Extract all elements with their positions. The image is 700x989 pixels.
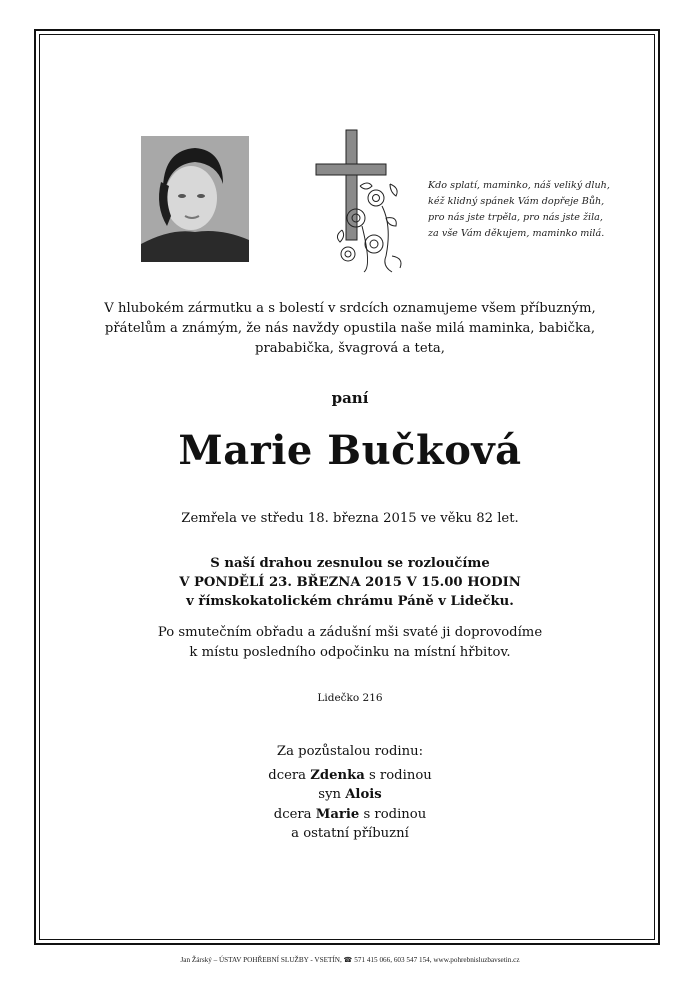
ceremony-line: v římskokatolickém chrámu Páně v Lidečku.: [186, 594, 514, 609]
member-relation: dcera: [268, 767, 311, 783]
address: Lidečko 216: [317, 692, 383, 704]
burial-line: Po smutečním obřadu a zádušní mši svaté ji doprovodíme: [157, 625, 543, 640]
intro-line: přátelům a známým, že nás navždy opustila naše milá maminka, babička,: [104, 321, 596, 336]
member-name: Zdenka: [310, 767, 365, 783]
member-name: Alois: [345, 787, 382, 802]
ceremony-info: [0, 554, 700, 611]
poem-line: kéž klidný spánek Vám dopřeje Bůh,: [428, 196, 605, 207]
honorific: paní: [331, 389, 369, 407]
family-signature: [0, 742, 700, 844]
member-name: Marie: [315, 806, 360, 822]
poem-line: pro nás jste trpěla, pro nás jste žila,: [428, 212, 603, 223]
family-member: [0, 805, 700, 825]
member-relation: syn: [318, 787, 346, 802]
burial-info: [0, 623, 700, 663]
poem-line: Kdo splatí, maminko, náš veliký dluh,: [428, 180, 610, 191]
family-member: [0, 785, 700, 805]
poem-line: za vše Vám děkujem, maminko milá.: [428, 228, 605, 239]
death-notice: Zemřela ve středu 18. března 2015 ve věku 82 let.: [181, 511, 519, 526]
family-member: [0, 824, 700, 844]
burial-line: k místu posledního odpočinku na místní hřbitov.: [189, 645, 511, 660]
deceased-name: Marie Bučková: [178, 427, 522, 474]
ceremony-line: V PONDĚLÍ 23. BŘEZNA 2015 V 15.00 HODIN: [179, 575, 521, 590]
intro-line: V hlubokém zármutku a s bolestí v srdcích oznamujeme všem příbuzným,: [104, 301, 596, 316]
ceremony-line: S naší drahou zesnulou se rozloučíme: [210, 556, 490, 571]
portrait-photo: [141, 136, 249, 262]
announcement-intro: [60, 299, 640, 359]
family-member: [0, 766, 700, 786]
memorial-poem: [428, 178, 658, 242]
intro-line: prababička, švagrová a teta,: [255, 341, 445, 356]
member-suffix: s rodinou: [364, 767, 432, 783]
family-heading: Za pozůstalou rodinu:: [276, 744, 424, 759]
member-relation: dcera: [273, 806, 316, 822]
cross-with-roses-icon: [312, 126, 408, 274]
member-suffix: s rodinou: [359, 806, 427, 822]
funeral-service-footer: Jan Žárský – ÚSTAV POHŘEBNÍ SLUŽBY - VSETÍN, ☎ 571 415 066, 603 547 154, www.pohrebnisluzbavsetin.cz: [180, 956, 520, 964]
member-relation: a ostatní příbuzní: [291, 826, 409, 841]
